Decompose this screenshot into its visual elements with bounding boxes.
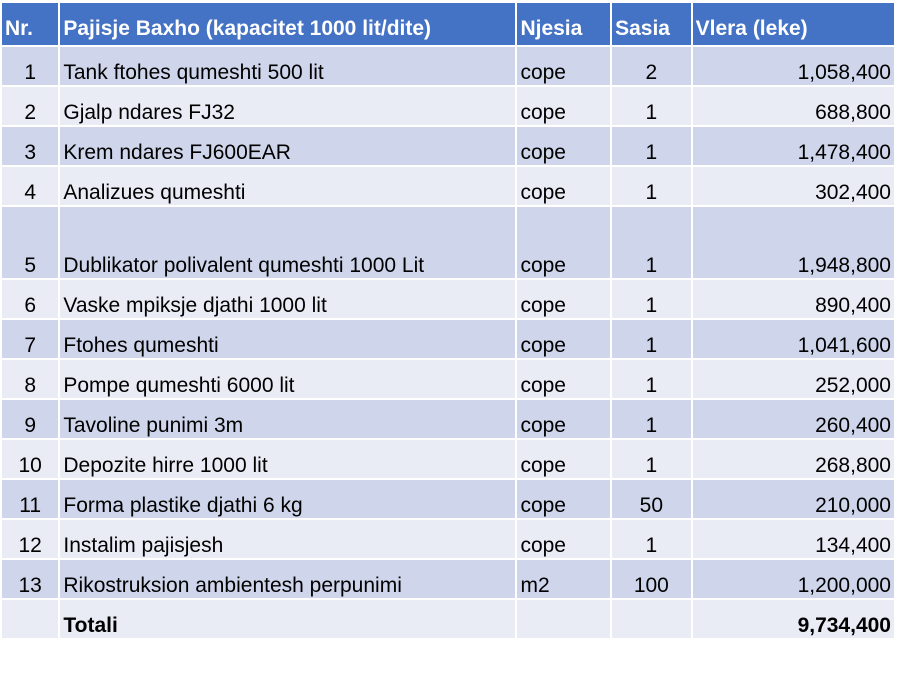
- row-value: 302,400: [693, 167, 894, 205]
- row-qty: 100: [612, 560, 691, 598]
- row-unit: cope: [517, 320, 610, 358]
- table-row: [2, 127, 894, 165]
- row-qty: 1: [612, 360, 691, 398]
- row-unit: cope: [517, 520, 610, 558]
- row-qty: 1: [612, 400, 691, 438]
- header-nr: Nr.: [2, 3, 58, 45]
- row-unit: cope: [517, 167, 610, 205]
- total-label: Totali: [60, 600, 515, 638]
- row-nr: 12: [2, 520, 58, 558]
- table-row: [2, 480, 894, 518]
- row-value: 210,000: [693, 480, 894, 518]
- header-item: Pajisje Baxho (kapacitet 1000 lit/dite): [60, 3, 515, 45]
- row-unit: cope: [517, 400, 610, 438]
- header-unit: Njesia: [517, 3, 610, 45]
- row-qty: 1: [612, 520, 691, 558]
- row-qty: 1: [612, 440, 691, 478]
- row-qty: 1: [612, 280, 691, 318]
- row-value: 688,800: [693, 87, 894, 125]
- row-qty: 1: [612, 320, 691, 358]
- row-qty: 2: [612, 47, 691, 85]
- row-nr: 10: [2, 440, 58, 478]
- table-row: [2, 400, 894, 438]
- header-qty: Sasia: [612, 3, 691, 45]
- row-value: 890,400: [693, 280, 894, 318]
- table-row: [2, 360, 894, 398]
- total-value: 9,734,400: [693, 600, 894, 638]
- row-value: 1,041,600: [693, 320, 894, 358]
- row-item: Tank ftohes qumeshti 500 lit: [60, 47, 515, 85]
- total-unit: [517, 600, 610, 638]
- row-nr: 2: [2, 87, 58, 125]
- row-item: Dublikator polivalent qumeshti 1000 Lit: [60, 207, 515, 278]
- table-row: [2, 207, 894, 278]
- row-nr: 1: [2, 47, 58, 85]
- row-value: 252,000: [693, 360, 894, 398]
- row-value: 260,400: [693, 400, 894, 438]
- row-value: 1,478,400: [693, 127, 894, 165]
- row-item: Instalim pajisjesh: [60, 520, 515, 558]
- row-value: 1,058,400: [693, 47, 894, 85]
- row-nr: 4: [2, 167, 58, 205]
- row-unit: cope: [517, 47, 610, 85]
- row-unit: cope: [517, 127, 610, 165]
- row-item: Analizues qumeshti: [60, 167, 515, 205]
- row-nr: 5: [2, 207, 58, 278]
- table-row: [2, 440, 894, 478]
- total-nr: [2, 600, 58, 638]
- table-row: [2, 87, 894, 125]
- table-row: [2, 560, 894, 598]
- header-row: [2, 3, 894, 45]
- header-value: Vlera (leke): [693, 3, 894, 45]
- row-unit: cope: [517, 87, 610, 125]
- table-row: [2, 320, 894, 358]
- row-nr: 6: [2, 280, 58, 318]
- row-nr: 8: [2, 360, 58, 398]
- table-row: [2, 167, 894, 205]
- total-qty: [612, 600, 691, 638]
- table-row: [2, 280, 894, 318]
- row-unit: cope: [517, 207, 610, 278]
- row-qty: 1: [612, 127, 691, 165]
- row-item: Krem ndares FJ600EAR: [60, 127, 515, 165]
- row-nr: 7: [2, 320, 58, 358]
- row-value: 1,200,000: [693, 560, 894, 598]
- row-nr: 11: [2, 480, 58, 518]
- row-nr: 3: [2, 127, 58, 165]
- row-item: Depozite hirre 1000 lit: [60, 440, 515, 478]
- row-value: 134,400: [693, 520, 894, 558]
- row-item: Ftohes qumeshti: [60, 320, 515, 358]
- table-row: [2, 520, 894, 558]
- equipment-table: [0, 1, 896, 640]
- row-unit: cope: [517, 280, 610, 318]
- row-unit: cope: [517, 480, 610, 518]
- row-item: Gjalp ndares FJ32: [60, 87, 515, 125]
- row-item: Forma plastike djathi 6 kg: [60, 480, 515, 518]
- row-nr: 13: [2, 560, 58, 598]
- total-row: [2, 600, 894, 638]
- row-item: Rikostruksion ambientesh perpunimi: [60, 560, 515, 598]
- row-unit: m2: [517, 560, 610, 598]
- row-qty: 50: [612, 480, 691, 518]
- row-qty: 1: [612, 207, 691, 278]
- row-unit: cope: [517, 360, 610, 398]
- row-value: 1,948,800: [693, 207, 894, 278]
- row-qty: 1: [612, 87, 691, 125]
- row-item: Pompe qumeshti 6000 lit: [60, 360, 515, 398]
- row-qty: 1: [612, 167, 691, 205]
- row-value: 268,800: [693, 440, 894, 478]
- row-item: Tavoline punimi 3m: [60, 400, 515, 438]
- table-row: [2, 47, 894, 85]
- row-item: Vaske mpiksje djathi 1000 lit: [60, 280, 515, 318]
- row-nr: 9: [2, 400, 58, 438]
- row-unit: cope: [517, 440, 610, 478]
